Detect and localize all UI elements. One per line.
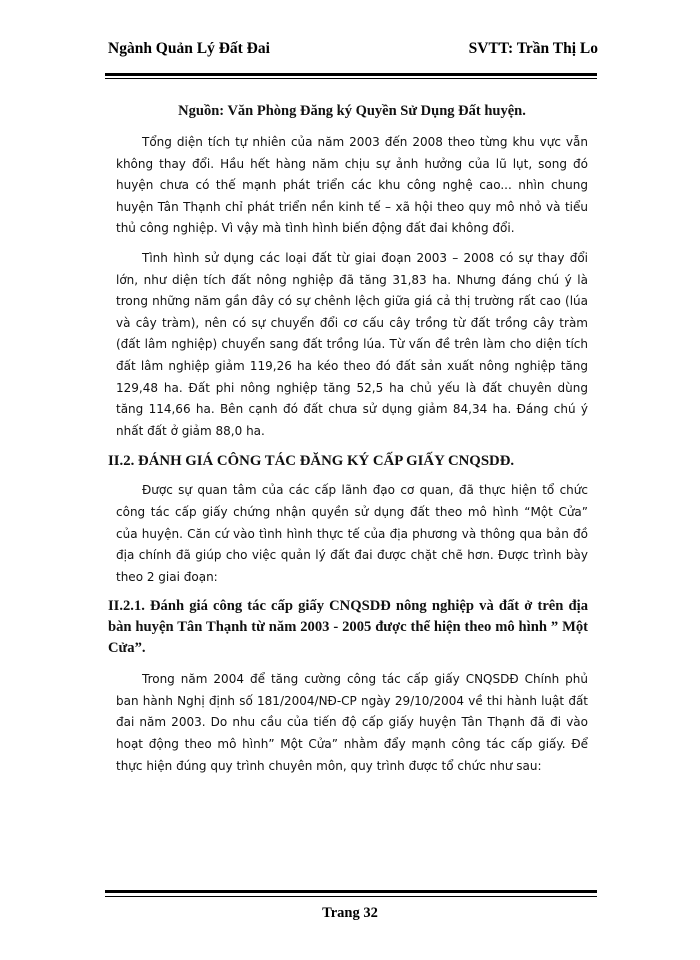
page-header [108, 40, 598, 58]
paragraph-land-use-change: Tình hình sử dụng các loại đất từ giai đoạn 2003 – 2008 có sự thay đổi lớn, như diện tích đất nông nghiệp đã tăng 31,83 ha. Nhưng đáng chú ý là trong những năm gần đây có sự chênh lệch giữa giá cả thị trường rất cao (lúa và cây tràm), nên có sự chuyển đổi cơ cấu cây trồng từ đất trồng cây tràm (đất lâm nghiệp) chuyển sang đất trồng lúa. Từ vấn đề trên làm cho diện tích đất lâm nghiệp giảm 119,26 ha kéo theo đó đất sản xuất nông nghiệp tăng 129,48 ha. Đất phi nông nghiệp tăng 52,5 ha chủ yếu là đất chuyên dùng tăng 114,66 ha. Bên cạnh đó đất chưa sử dụng giảm 84,34 ha. Đáng chú ý nhất đất ở giảm 88,0 ha. [116, 250, 588, 438]
header-rule-thick [105, 73, 597, 76]
paragraph-decree-181: Trong năm 2004 để tăng cường công tác cấp giấy CNQSDĐ Chính phủ ban hành Nghị định số 181/2004/NĐ-CP ngày 29/10/2004 về thi hành luật đất đai năm 2003. Do nhu cầu của tiến độ cấp giấy huyện Tân Thạnh đã đi vào hoạt động theo mô hình” Một Cửa” nhằm đẩy mạnh công tác cấp giấy. Để thực hiện đúng quy trình chuyên môn, quy trình được tổ chức như sau: [116, 672, 588, 773]
header-rule-thin [105, 78, 597, 79]
header-student: SVTT: Trần Thị Lo [468, 40, 598, 57]
page-content [108, 98, 588, 783]
footer-rule-thick [105, 890, 597, 893]
section-heading-ii-2-1: II.2.1. Đánh giá công tác cấp giấy CNQSDĐ nông nghiệp và đất ở trên địa bàn huyện Tân Thạnh từ năm 2003 - 2005 được thể hiện theo mô hình ” Một Cửa”. [108, 598, 588, 657]
header-department: Ngành Quản Lý Đất Đai [108, 40, 270, 57]
source-note: Nguồn: Văn Phòng Đăng ký Quyền Sử Dụng Đất huyện. [178, 103, 526, 119]
paragraph-one-stop-model: Được sự quan tâm của các cấp lãnh đạo cơ quan, đã thực hiện tổ chức công tác cấp giấy chứng nhận quyền sử dụng đất theo mô hình “Một Cửa” của huyện. Căn cứ vào tình hình thực tế của địa phương và thông qua bản đồ địa chính đã giúp cho việc quản lý đất đai được chặt chẽ hơn. Được trình bày theo 2 giai đoạn: [116, 483, 588, 584]
footer-rule-thin [105, 896, 597, 897]
page-number: Trang 32 [322, 905, 378, 921]
section-heading-ii-2: II.2. ĐÁNH GIÁ CÔNG TÁC ĐĂNG KÝ CẤP GIẤY CNQSDĐ. [108, 453, 515, 470]
paragraph-land-area: Tổng diện tích tự nhiên của năm 2003 đến 2008 theo từng khu vực vẫn không thay đổi. Hầu hết hàng năm chịu sự ảnh hưởng của lũ lụt, song đó huyện chưa có thế mạnh phát triển các khu công nghệ cao... nhìn chung huyện Tân Thạnh chỉ phát triển nền kinh tế – xã hội theo quy mô nhỏ và tiểu thủ công nghiệp. Vì vậy mà tình hình biến động đất đai không đổi. [116, 135, 588, 236]
